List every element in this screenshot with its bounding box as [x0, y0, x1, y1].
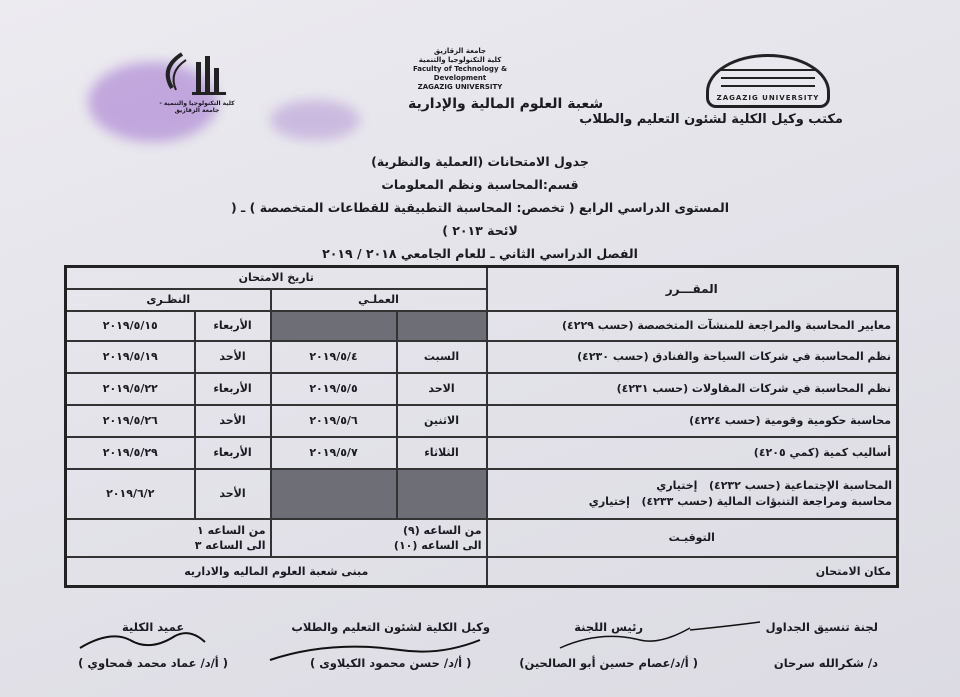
place-value: مبنى شعبة العلوم الماليه والاداريه — [66, 557, 487, 587]
table-row-electives — [66, 469, 898, 519]
timing-from: من الساعه (٩) — [402, 523, 482, 537]
table-row — [66, 341, 898, 373]
table-row — [66, 311, 898, 341]
theory-day: الأربعاء — [195, 311, 271, 341]
practical-date: ٢٠١٩/٥/٦ — [271, 405, 397, 437]
theory-day: الأربعاء — [195, 437, 271, 469]
timing-row — [66, 519, 898, 557]
elective-course: محاسبة ومراجعة التنبؤات المالية (حسب ٤٢٣٣) — [641, 494, 893, 508]
theory-header: النظـرى — [66, 289, 271, 311]
university-logo — [706, 54, 830, 108]
table-row — [66, 437, 898, 469]
elective-line — [492, 494, 893, 510]
theory-date: ٢٠١٩/٥/١٥ — [66, 311, 195, 341]
title-line: الفصل الدراسي الثاني ـ للعام الجامعي ٢٠١٨ / ٢٠١٩ — [322, 246, 638, 261]
practical-date — [271, 469, 397, 519]
theory-day: الأحد — [195, 469, 271, 519]
table-row — [66, 405, 898, 437]
signature-name: ( أ/د/ عماد محمد قمحاوي ) — [78, 656, 228, 670]
center-line: ZAGAZIG UNIVERSITY — [417, 83, 503, 91]
practical-timing — [271, 519, 487, 557]
center-line: Faculty of Technology & Development — [412, 65, 508, 82]
center-line: جامعة الزقازيق — [433, 47, 487, 55]
place-row — [66, 557, 898, 587]
university-name-en: ZAGAZIG UNIVERSITY — [716, 94, 820, 102]
timing-from: من الساعه ١ — [197, 523, 266, 537]
center-line: كلية التكنولوجيا والتنمية — [418, 56, 502, 64]
signature-dean — [78, 620, 228, 670]
faculty-logo-icon — [152, 48, 242, 100]
schedule-titles — [220, 150, 740, 265]
practical-day — [397, 311, 487, 341]
signature-name: ( أ/د/ حسن محمود الكيلاوى ) — [309, 656, 472, 670]
timing-to: الى الساعه ٣ — [194, 538, 266, 552]
elective-courses — [487, 469, 898, 519]
faculty-logo — [152, 48, 242, 116]
practical-day: الثلاثاء — [397, 437, 487, 469]
table-row — [66, 373, 898, 405]
theory-date: ٢٠١٩/٦/٢ — [66, 469, 195, 519]
theory-date: ٢٠١٩/٥/٢٩ — [66, 437, 195, 469]
elective-tag: إختياري — [588, 494, 630, 508]
course-name: معايير المحاسبة والمراجعة للمنشآت المتخصصة (حسب ٤٢٢٩) — [487, 311, 898, 341]
course-name: نظم المحاسبة في شركات المقاولات (حسب ٤٢٣١) — [487, 373, 898, 405]
signature-title: رئيس اللجنة — [574, 620, 644, 634]
theory-date: ٢٠١٩/٥/١٩ — [66, 341, 195, 373]
signature-coordination — [766, 620, 878, 670]
theory-date: ٢٠١٩/٥/٢٢ — [66, 373, 195, 405]
theory-day: الأربعاء — [195, 373, 271, 405]
practical-date: ٢٠١٩/٥/٧ — [271, 437, 397, 469]
office-title: مكتب وكيل الكلية لشئون التعليم والطلاب — [579, 112, 843, 127]
signature-title: عميد الكلية — [121, 620, 185, 634]
faculty-header — [395, 47, 525, 92]
course-name: نظم المحاسبة في شركات السياحة والفنادق (حسب ٤٢٣٠) — [487, 341, 898, 373]
signature-title: لجنة تنسيق الجداول — [765, 620, 878, 634]
place-label: مكان الامتحان — [487, 557, 898, 587]
practical-date: ٢٠١٩/٥/٤ — [271, 341, 397, 373]
practical-day: الاحد — [397, 373, 487, 405]
practical-day: الاثنين — [397, 405, 487, 437]
signature-name: ( أ/د/عصام حسين أبو الصالحين) — [519, 656, 698, 670]
timing-label: التوقيـت — [487, 519, 898, 557]
course-name: أساليب كمية (كمي ٤٢٠٥) — [487, 437, 898, 469]
theory-day: الأحد — [195, 405, 271, 437]
signature-committee-head — [519, 620, 698, 670]
purple-stamp-mark-2 — [270, 100, 360, 140]
practical-header: العملـي — [271, 289, 487, 311]
practical-day — [397, 469, 487, 519]
theory-day: الأحد — [195, 341, 271, 373]
theory-timing — [66, 519, 271, 557]
elective-tag: إختياري — [656, 478, 698, 492]
signature-name: د/ شكرالله سرحان — [773, 656, 878, 670]
exam-schedule-table — [64, 265, 899, 588]
elective-course: المحاسبة الإجتماعية (حسب ٤٢٣٢) — [708, 478, 893, 492]
practical-day: السبت — [397, 341, 487, 373]
practical-date — [271, 311, 397, 341]
signature-title: وكيل الكلية لشئون التعليم والطلاب — [291, 620, 490, 634]
faculty-logo-caption: كلية التكنولوجيا والتنمية - جامعة الزقازيق — [159, 100, 235, 114]
exam-date-header: تاريخ الامتحان — [66, 267, 487, 289]
signature-vice-dean — [291, 620, 490, 670]
section-title: شعبة العلوم المالية والإدارية — [408, 96, 604, 112]
title-line: جدول الامتحانات (العملية والنظرية) — [371, 154, 589, 169]
timing-to: الى الساعه (١٠) — [393, 538, 482, 552]
elective-line — [492, 478, 893, 494]
title-line: المستوى الدراسي الرابع ( تخصص: المحاسبة التطبيقية للقطاعات المتخصصة ) ـ ( لائحة ٢٠١٣ ) — [230, 200, 730, 238]
theory-date: ٢٠١٩/٥/٢٦ — [66, 405, 195, 437]
title-line: قسم:المحاسبة ونظم المعلومات — [381, 177, 579, 192]
course-name: محاسبة حكومية وقومية (حسب ٤٢٢٤) — [487, 405, 898, 437]
practical-date: ٢٠١٩/٥/٥ — [271, 373, 397, 405]
course-header: المقـــرر — [487, 267, 898, 311]
